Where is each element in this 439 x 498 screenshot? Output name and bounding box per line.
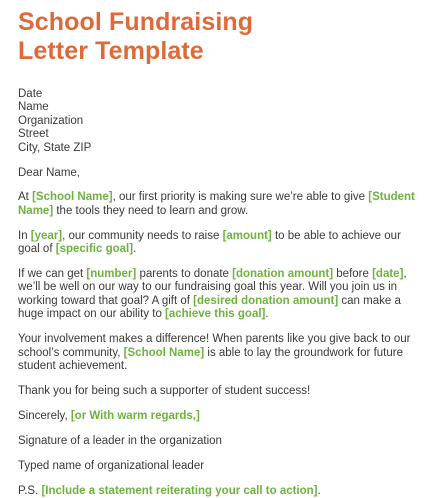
text: Your involvement makes a difference! When parents like you give back to our school’s community, <box>18 333 411 359</box>
text: before <box>333 268 373 281</box>
placeholder-amount: [amount] <box>222 229 272 242</box>
text: P.S. <box>18 484 42 497</box>
address-street: Street <box>18 128 49 141</box>
salutation: Dear Name, <box>18 166 80 179</box>
paragraph-postscript <box>18 485 425 498</box>
placeholder-closing: [or With warm regards,] <box>70 409 200 422</box>
text: parents to donate <box>136 268 233 281</box>
placeholder-student-name: [Student Name] <box>18 191 415 217</box>
text: can make a huge impact on our ability to <box>18 294 401 321</box>
paragraph-involvement <box>18 333 425 373</box>
text: the tools they need to learn and grow. <box>53 204 249 217</box>
paragraph-closing <box>18 410 425 423</box>
paragraph-ask <box>18 268 425 322</box>
address-block <box>18 88 425 155</box>
placeholder-number: [number] <box>86 268 137 281</box>
text: , we’ll be well on our way to our fundraising goal this year. Will you join us in working toward that goal? A gift of <box>18 268 407 307</box>
text: is able to lay the groundwork for future student achievement. <box>18 346 403 372</box>
text: At <box>18 191 33 204</box>
address-city-state-zip: City, State ZIP <box>18 141 92 154</box>
text: If we can get <box>18 268 87 281</box>
text: . <box>317 484 321 497</box>
address-organization: Organization <box>18 114 84 127</box>
text: to be able to achieve our goal of <box>18 229 401 256</box>
page-title <box>18 8 425 66</box>
paragraph-intro <box>18 191 425 218</box>
paragraph-typed-name: Typed name of organizational leader <box>18 459 205 472</box>
placeholder-achieve-this-goal: [achieve this goal] <box>165 308 266 321</box>
text: Sincerely, <box>18 409 71 422</box>
text: , our community needs to raise <box>62 229 223 242</box>
text: In <box>18 229 31 242</box>
placeholder-call-to-action: [Include a statement reiterating your call to action] <box>41 484 318 497</box>
text: . <box>265 308 269 321</box>
title-line-1: School Fundraising <box>18 8 254 36</box>
paragraph-goal <box>18 230 425 257</box>
placeholder-desired-donation-amount: [desired donation amount] <box>193 294 339 307</box>
placeholder-year: [year] <box>30 229 63 242</box>
text: . <box>133 243 137 256</box>
address-name: Name <box>18 101 49 114</box>
placeholder-specific-goal: [specific goal] <box>55 243 134 256</box>
title-line-2: Letter Template <box>18 37 204 65</box>
placeholder-school-name: [School Name] <box>123 346 205 359</box>
address-date: Date <box>18 88 43 100</box>
placeholder-date: [date] <box>372 268 404 281</box>
paragraph-signature: Signature of a leader in the organization <box>18 434 222 447</box>
placeholder-school-name: [School Name] <box>32 191 113 204</box>
paragraph-thanks: Thank you for being such a supporter of student success! <box>18 384 311 397</box>
placeholder-donation-amount: [donation amount] <box>232 268 334 281</box>
text: , our first priority is making sure we’re able to give <box>112 191 369 204</box>
